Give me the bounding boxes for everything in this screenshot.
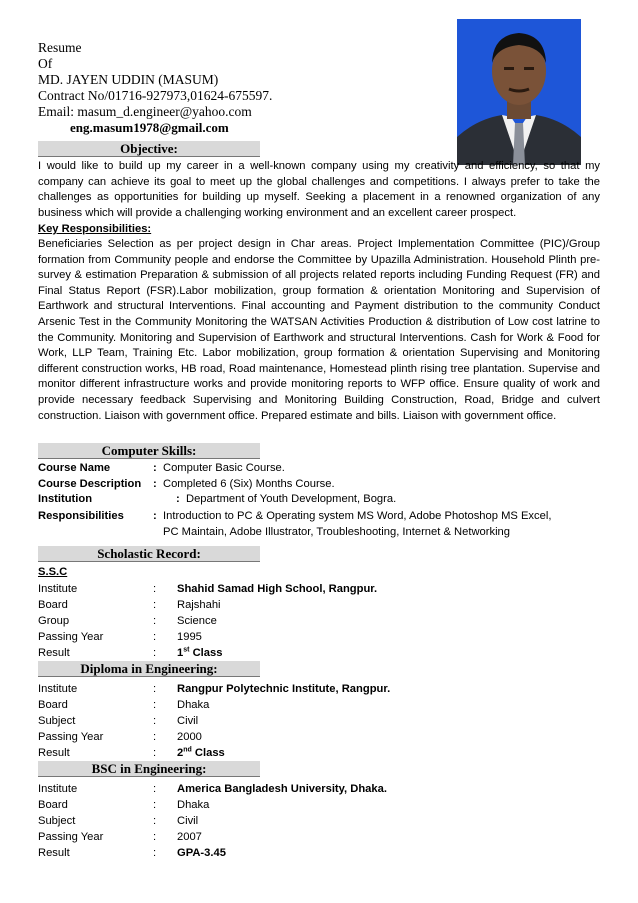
diploma-result-number: 2 <box>177 747 184 759</box>
colon: : <box>176 493 180 505</box>
resume-label: Resume <box>38 40 82 55</box>
resume-header <box>38 40 272 136</box>
diploma-passing-row <box>38 729 600 745</box>
responsibilities-text <box>38 237 600 424</box>
colon: : <box>153 799 157 811</box>
diploma-institute-row <box>38 681 600 697</box>
diploma-result-row <box>38 745 600 761</box>
ssc-result-suffix: st <box>183 646 190 654</box>
colon: : <box>153 615 157 627</box>
colon: : <box>153 647 157 659</box>
bsc-result-row <box>38 845 600 861</box>
bsc-institute-value: America Bangladesh University, Dhaka. <box>177 783 387 795</box>
bsc-subject-row <box>38 813 600 829</box>
responsibilities-paragraph: Beneficiaries Selection as per project design in Char areas. Project Implementation Committee (PIC)/Group formation from Community people and endorse the Committee by Upazilla Administration. Household Plinth pre-survey & estimation Preparation & submission of all projects related reports including Funding Request (FR) and Final Status Report (FSR).Labor mobilization, group formation & orientation Monitoring and Supervision of Earthwork and structural Interventions. Final accounting and Payment distribution to the community Conduct Arsenic Test in the Community Monitoring the WATSAN Activities Production & distribution of Low cost latrine to the Community. Monitoring and Supervision of Earthwork and structural Interventions. Cash for Work & Food for Work, LLP Team, Training Etc. Labor mobilization, group formation & orientation Supervising and Monitoring different construction works, HB road, Road maintenance, Homestead plinth rising tree plantation. Supervise and monitor different infrastructure works and provide monitoring reports to WFP office. Ensure quality of work and provide necessary feedback Supervising and Monitoring Building Construction, Road, Bridge and culvert construction. Liaison with government office. Prepared estimate and bills. Liaison with government office. <box>38 238 600 422</box>
key-responsibilities-heading: Key Responsibilities: <box>38 223 152 235</box>
email-primary: Email: masum_d.engineer@yahoo.com <box>38 104 252 119</box>
course-description-value: Completed 6 (Six) Months Course. <box>163 478 335 490</box>
of-label: Of <box>38 56 53 71</box>
bsc-institute-row <box>38 781 600 797</box>
diploma-heading: Diploma in Engineering: <box>38 661 260 677</box>
contact-numbers: Contract No/01716-927973,01624-675597. <box>38 88 273 103</box>
ssc-passing-value: 1995 <box>177 631 202 643</box>
ssc-group-row <box>38 613 600 629</box>
course-description-label: Course Description <box>38 478 142 490</box>
group-label: Group <box>38 615 70 627</box>
objective-heading: Objective: <box>38 141 260 157</box>
ssc-group-value: Science <box>177 615 217 627</box>
colon: : <box>153 599 157 611</box>
scholastic-record-heading: Scholastic Record: <box>38 546 260 562</box>
email-secondary: eng.masum1978@gmail.com <box>70 120 229 135</box>
ssc-institute-row <box>38 581 600 597</box>
colon: : <box>153 631 157 643</box>
colon: : <box>153 847 157 859</box>
institution-value: Department of Youth Development, Bogra. <box>186 493 397 505</box>
responsibilities-label: Responsibilities <box>38 510 124 522</box>
board-label: Board <box>38 799 68 811</box>
diploma-result-value <box>177 745 225 761</box>
colon: : <box>153 747 157 759</box>
course-name-value: Computer Basic Course. <box>163 462 285 474</box>
course-description-row <box>38 476 600 492</box>
colon: : <box>153 715 157 727</box>
bsc-passing-value: 2007 <box>177 831 202 843</box>
bsc-board-value: Dhaka <box>177 799 210 811</box>
passing-year-label: Passing Year <box>38 731 104 743</box>
passing-year-label: Passing Year <box>38 831 104 843</box>
result-label: Result <box>38 847 70 859</box>
colon: : <box>153 699 157 711</box>
course-name-label: Course Name <box>38 462 111 474</box>
institution-row <box>38 491 600 507</box>
board-label: Board <box>38 699 68 711</box>
board-label: Board <box>38 599 68 611</box>
diploma-subject-value: Civil <box>177 715 199 727</box>
computer-responsibilities-row <box>38 508 600 524</box>
institute-label: Institute <box>38 683 78 695</box>
colon: : <box>153 815 157 827</box>
objective-text <box>38 159 600 221</box>
ssc-result-row <box>38 645 600 661</box>
profile-photo <box>457 19 581 165</box>
bsc-heading: BSC in Engineering: <box>38 761 260 777</box>
diploma-result-word: Class <box>191 747 225 759</box>
diploma-institute-value: Rangpur Polytechnic Institute, Rangpur. <box>177 683 391 695</box>
colon: : <box>153 783 157 795</box>
colon: : <box>153 478 157 490</box>
passing-year-label: Passing Year <box>38 631 104 643</box>
bsc-subject-value: Civil <box>177 815 199 827</box>
ssc-result-word: Class <box>189 647 223 659</box>
diploma-board-row <box>38 697 600 713</box>
diploma-result-suffix: nd <box>183 746 192 754</box>
candidate-name: MD. JAYEN UDDIN (MASUM) <box>38 72 219 87</box>
colon: : <box>153 583 157 595</box>
institute-label: Institute <box>38 783 78 795</box>
result-label: Result <box>38 747 70 759</box>
institute-label: Institute <box>38 583 78 595</box>
colon: : <box>153 462 157 474</box>
colon: : <box>153 831 157 843</box>
objective-paragraph: I would like to build up my career in a well-known company using my creativity and efficiency, so that my company can achieve its goal to meet up the global challenges and competitions. I always prefer to take the challenges as opportunities for building up myself. Seeking a placement in a renowned organization of any business which will provide a challenging working environment and an excellent career prospect. <box>38 160 600 219</box>
subject-label: Subject <box>38 715 76 727</box>
bsc-passing-row <box>38 829 600 845</box>
course-name-row <box>38 460 600 476</box>
responsibilities-value-line2: PC Maintain, Adobe Illustrator, Troubleshooting, Internet & Networking <box>163 526 511 538</box>
ssc-board-row <box>38 597 600 613</box>
bsc-board-row <box>38 797 600 813</box>
diploma-passing-value: 2000 <box>177 731 202 743</box>
computer-skills-heading: Computer Skills: <box>38 443 260 459</box>
computer-responsibilities-row-2 <box>38 524 600 540</box>
result-label: Result <box>38 647 70 659</box>
bsc-result-value: GPA-3.45 <box>177 847 226 859</box>
ssc-result-number: 1 <box>177 647 184 659</box>
ssc-title: S.S.C <box>38 566 68 578</box>
ssc-result-value <box>177 645 222 661</box>
diploma-board-value: Dhaka <box>177 699 210 711</box>
responsibilities-value-line1: Introduction to PC & Operating system MS Word, Adobe Photoshop MS Excel, <box>163 510 552 522</box>
ssc-board-value: Rajshahi <box>177 599 221 611</box>
colon: : <box>153 731 157 743</box>
colon: : <box>153 510 157 522</box>
diploma-subject-row <box>38 713 600 729</box>
institution-label: Institution <box>38 493 93 505</box>
ssc-passing-row <box>38 629 600 645</box>
subject-label: Subject <box>38 815 76 827</box>
ssc-institute-value: Shahid Samad High School, Rangpur. <box>177 583 378 595</box>
colon: : <box>153 683 157 695</box>
